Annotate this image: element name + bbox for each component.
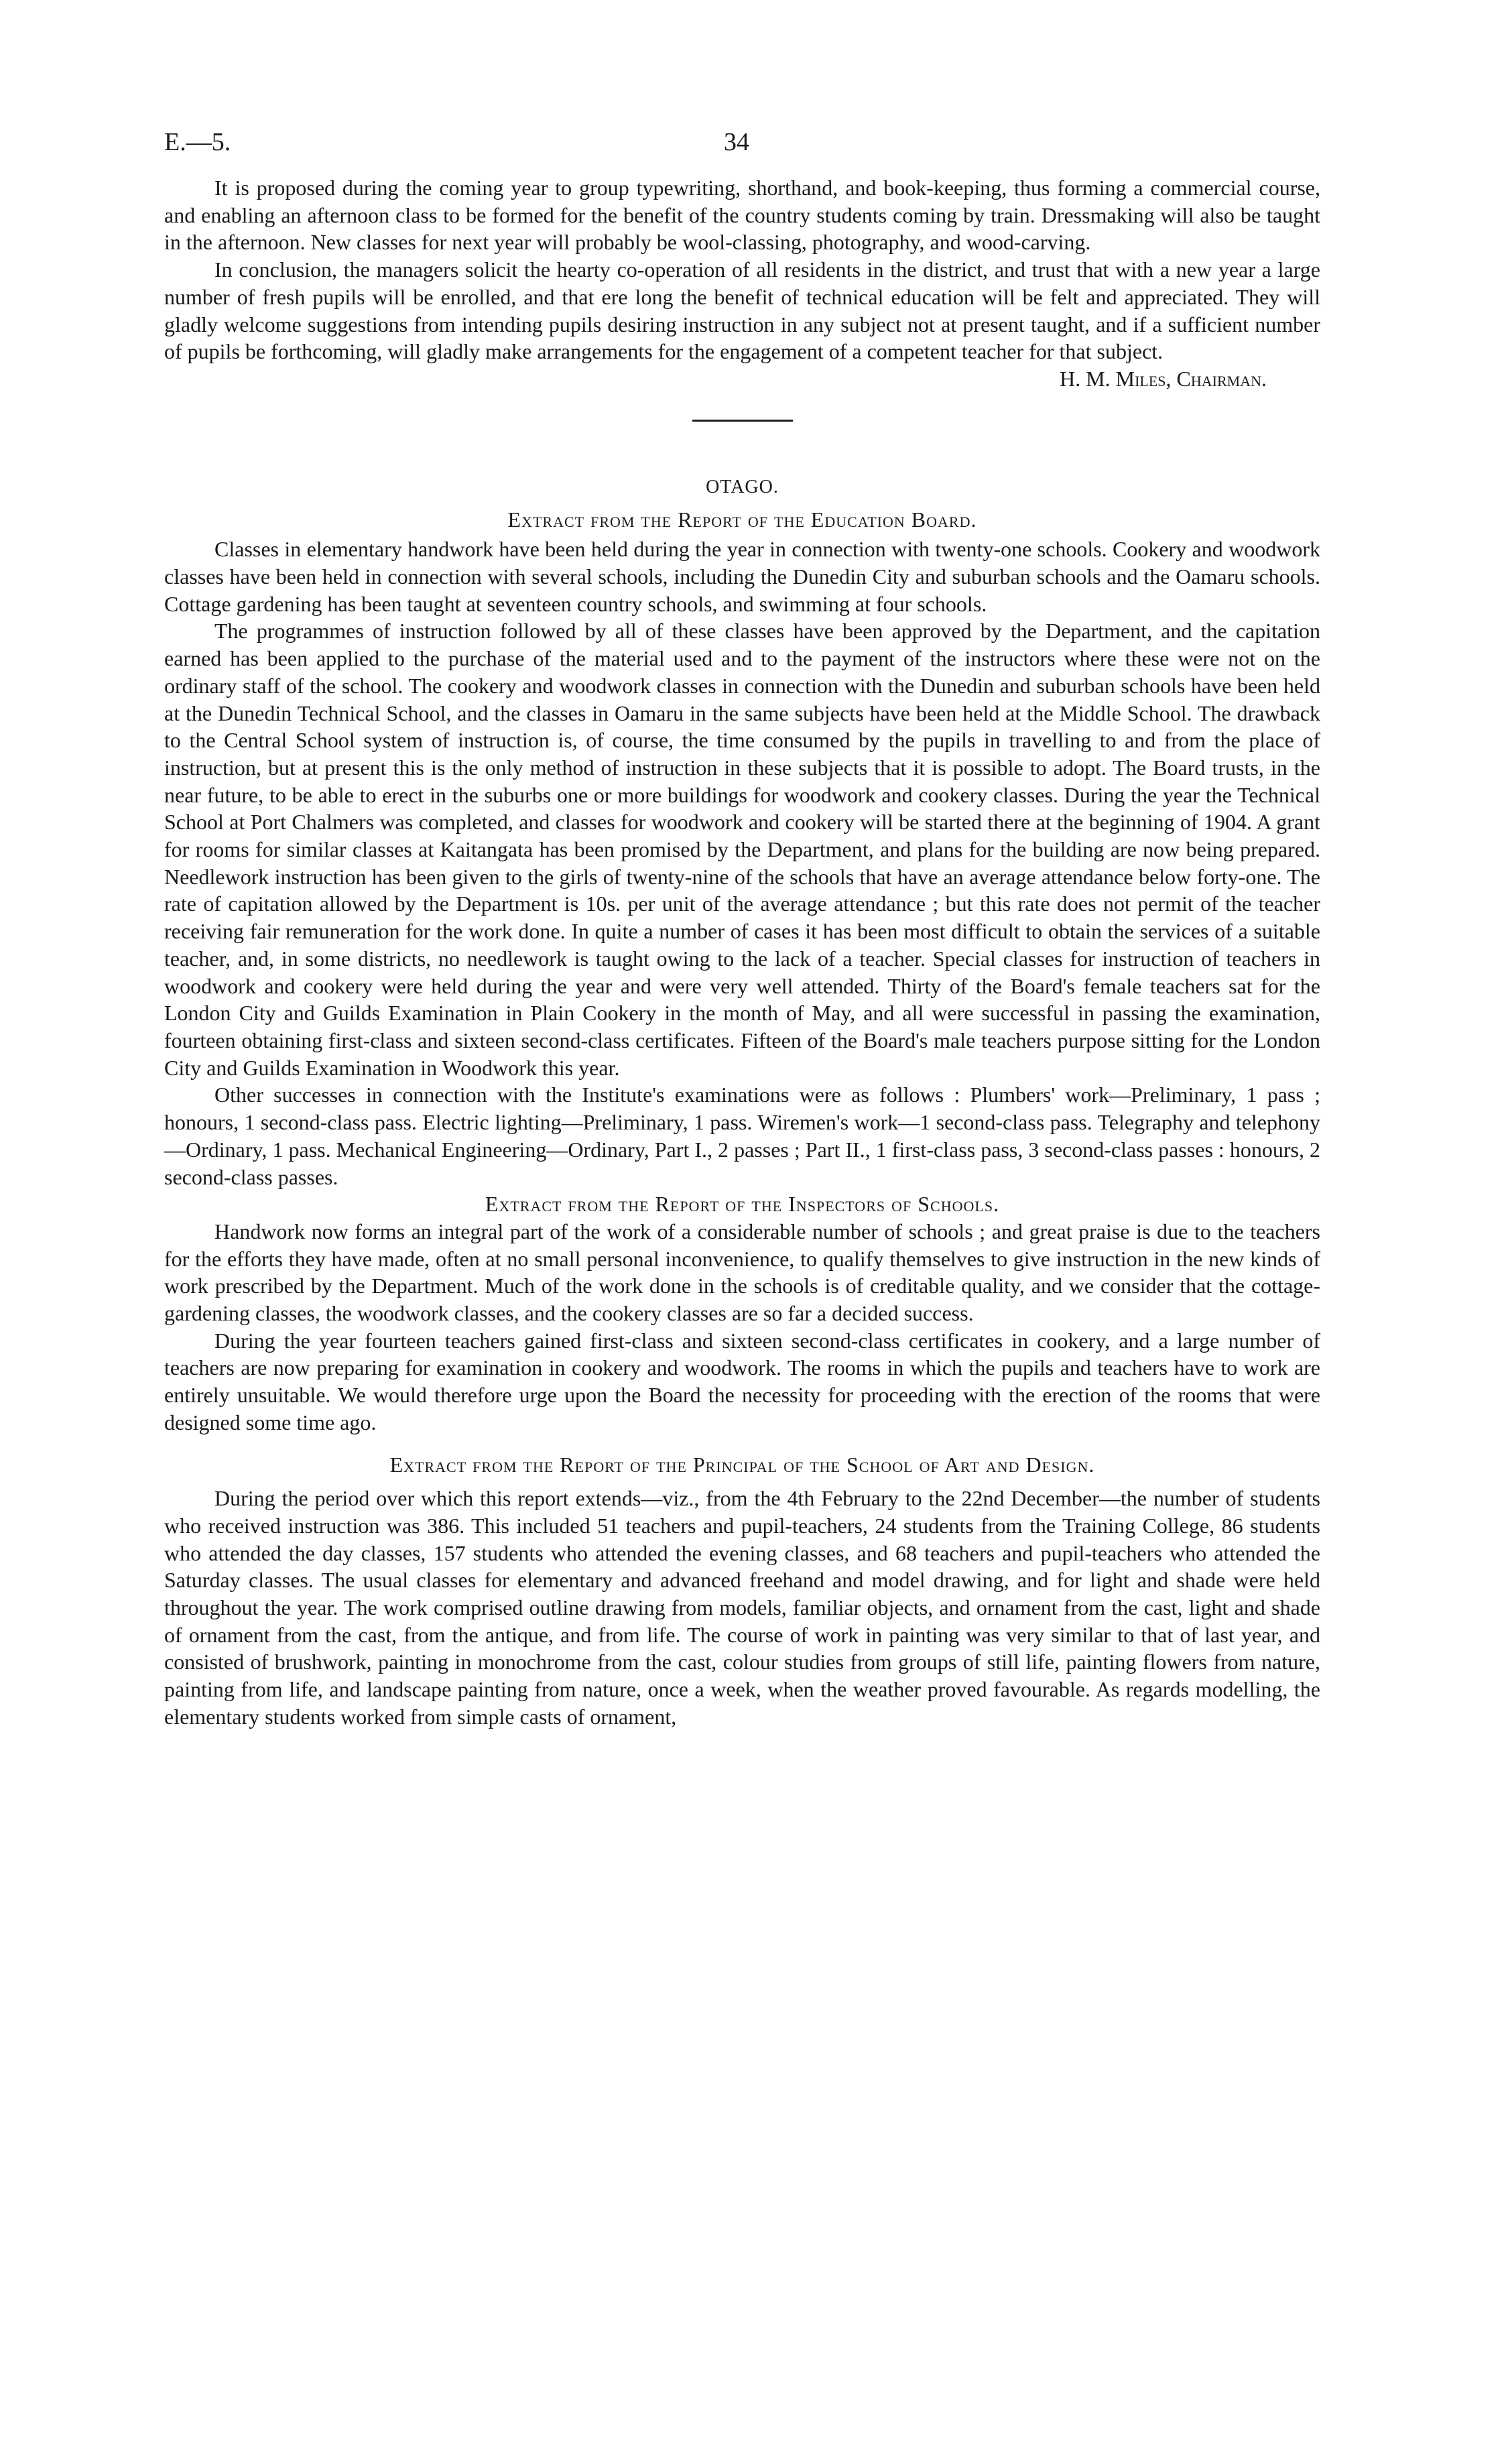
inspectors-report: [164, 1190, 1320, 1436]
inspectors-paragraph-1: Handwork now forms an integral part of the work of a considerable number of schools ; and great praise is due to the teachers for the efforts they have made, often at no small personal inconvenience, to qualify themselves to give instruction in the new kinds of work prescribed by the Department. Much of the work done in the schools is of creditable quality, and we consider that the cottage-gardening classes, the woodwork classes, and the cookery classes are so far a decided success.: [164, 1219, 1320, 1326]
intro-section: [164, 174, 1320, 393]
intro-paragraph-1: It is proposed during the coming year to group typewriting, shorthand, and book-keeping, thus forming a commercial course, and enabling an afternoon class to be formed for the benefit of the country students coming by train. Dressmaking will also be taught in the afternoon. New classes for next year will probably be wool-classing, photography, and wood-carving.: [164, 176, 1320, 255]
intro-paragraph-2: In conclusion, the managers solicit the hearty co-operation of all residents in the district, and trust that with a new year a large number of fresh pupils will be enrolled, and that ere long the benefit of technical education will be felt and appreciated. They will gladly welcome suggestions from intending pupils desiring instruction in any subject not at present taught, and if a sufficient number of pupils be forthcoming, will gladly make arrangements for the engagement of a competent teacher for that subject.: [164, 257, 1320, 364]
inspectors-paragraph-2: During the year fourteen teachers gained first-class and sixteen second-class certificates in cookery, and a large number of teachers are now preparing for examination in cookery and woodwork. The rooms in which the pupils and teachers have to work are entirely unsuitable. We would therefore urge upon the Board the necessity for proceeding with the erection of the rooms that were designed some time ago.: [164, 1328, 1320, 1434]
board-paragraph-3: Other successes in connection with the Institute's examinations were as follows : Plumbers' work—Preliminary, 1 pass ; honours, 1 second-class pass. Electric lighting—Preliminary, 1 pass. Wiremen's work—1 second-class pass. Telegraphy and telephony—Ordinary, 1 pass. Mechanical Engineering—Ordinary, Part I., 2 passes ; Part II., 1 first-class pass, 3 second-class passes : honours, 2 second-class passes.: [164, 1083, 1320, 1189]
principal-report: [164, 1451, 1320, 1731]
board-paragraph-2: The programmes of instruction followed by all of these classes have been approved by the Department, and the capitation earned has been applied to the purchase of the material used and to the payment of the instructors where these were not on the ordinary staff of the school. The cookery and woodwork classes in connection with the Dunedin and suburban schools have been held at the Dunedin Technical School, and the classes in Oamaru in the same subjects have been held at the Middle School. The drawback to the Central School system of instruction is, of course, the time consumed by the pupils in travelling to and from the place of instruction, but at present this is the only method of instruction in these subjects that it is possible to adopt. The Board trusts, in the near future, to be able to erect in the suburbs one or more buildings for woodwork and cookery classes. During the year the Technical School at Port Chalmers was completed, and classes for woodwork and cookery will be started there at the beginning of 1904. A grant for rooms for similar classes at Kaitangata has been promised by the Department, and plans for the building are now being prepared. Needlework instruction has been given to the girls of twenty-nine of the schools that have an average attendance below forty-one. The rate of capitation allowed by the Department is 10s. per unit of the average attendance ; but this rate does not permit of the teacher receiving fair remuneration for the work done. In quite a number of cases it has been most difficult to obtain the services of a suitable teacher, and, in some districts, no needlework is taught owing to the lack of a teacher. Special classes for instruction of teachers in woodwork and cookery were held during the year and were very well attended. Thirty of the Board's female teachers sat for the London City and Guilds Examination in Plain Cookery in the month of May, and all were successful in passing the examination, fourteen obtaining first-class and sixteen second-class certificates. Fifteen of the Board's male teachers purpose sitting for the London City and Guilds Examination in Woodwork this year.: [164, 619, 1320, 1080]
section-divider: [692, 420, 793, 422]
page-number: 34: [724, 128, 749, 156]
education-board-report: [164, 506, 1320, 1191]
document-page: [164, 127, 1320, 1731]
running-header: [164, 127, 1320, 174]
principal-heading: Extract from the Report of the Principal of the School of Art and Design.: [389, 1452, 1095, 1477]
inspectors-heading: Extract from the Report of the Inspectors of Schools.: [485, 1192, 1000, 1217]
section-title: OTAGO.: [706, 476, 779, 497]
board-paragraph-1: Classes in elementary handwork have been held during the year in connection with twenty-one schools. Cookery and woodwork classes have been held in connection with several schools, including the Dunedin City and suburban schools and the Oamaru schools. Cottage gardening has been taught at seventeen country schools, and swimming at four schools.: [164, 537, 1320, 616]
chairman-signature: H. M. Miles, Chairman.: [1060, 366, 1267, 391]
document-reference: E.—5.: [164, 128, 231, 156]
education-board-heading: Extract from the Report of the Education Board.: [507, 507, 977, 532]
principal-paragraph-1: During the period over which this report extends—viz., from the 4th February to the 22nd December—the number of students who received instruction was 386. This included 51 teachers and pupil-teachers, 24 students from the Training College, 86 students who attended the day classes, 157 students who attended the evening classes, and 68 teachers and pupil-teachers who attended the Saturday classes. The usual classes for elementary and advanced freehand and model drawing, and for light and shade were held throughout the year. The work comprised outline drawing from models, familiar objects, and ornament from the cast, light and shade of ornament from the cast, from the antique, and from life. The course of work in painting was very similar to that of last year, and consisted of brushwork, painting in monochrome from the cast, colour studies from groups of still life, painting flowers from nature, painting from life, and landscape painting from nature, once a week, when the weather proved favourable. As regards modelling, the elementary students worked from simple casts of ornament,: [164, 1486, 1320, 1729]
